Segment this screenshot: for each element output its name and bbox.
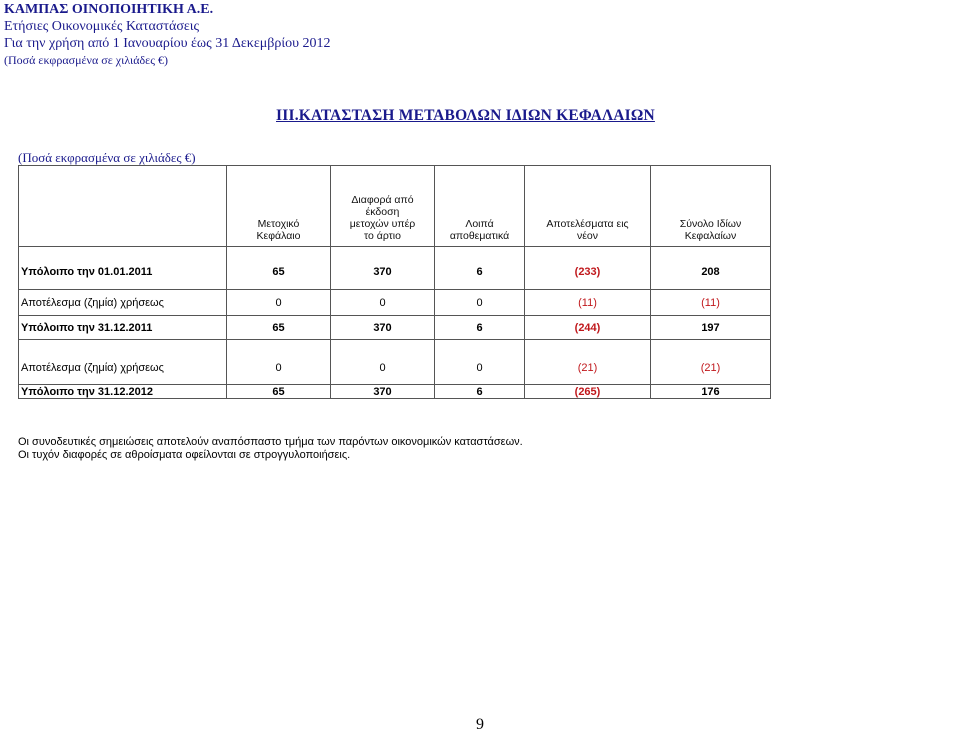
cell-share-capital: 0 [227,340,331,385]
document-header [4,2,331,68]
cell-retained-earnings: (244) [525,316,651,340]
cell-share-premium: 370 [331,247,435,290]
cell-total-equity: 176 [651,385,771,399]
col-share-premium: Διαφορά από έκδοση μετοχών υπέρ το άρτιο [331,166,435,247]
cell-share-premium: 0 [331,340,435,385]
header-amounts-note: (Ποσά εκφρασμένα σε χιλιάδες €) [4,53,168,67]
cell-other-reserves: 6 [435,247,525,290]
table-header-row [19,166,771,247]
col-other-reserves: Λοιπά αποθεματικά [435,166,525,247]
table-row [19,385,771,399]
cell-share-capital: 65 [227,316,331,340]
row-label: Υπόλοιπο την 31.12.2011 [19,316,227,340]
table-row [19,247,771,290]
cell-share-capital: 0 [227,290,331,316]
cell-total-equity: 208 [651,247,771,290]
cell-share-premium: 370 [331,385,435,399]
statement-title: III.ΚΑΤΑΣΤΑΣΗ ΜΕΤΑΒΟΛΩΝ ΙΔΙΩΝ ΚΕΦΑΛΑΙΩΝ [276,107,655,124]
cell-share-capital: 65 [227,385,331,399]
cell-other-reserves: 0 [435,340,525,385]
cell-share-premium: 370 [331,316,435,340]
table-row [19,316,771,340]
footnote-notes: Οι συνοδευτικές σημειώσεις αποτελούν αναπόσπαστο τμήμα των παρόντων οικονομικών καταστάσεων. [18,436,523,448]
report-subtitle: Ετήσιες Οικονομικές Καταστάσεις [4,19,200,34]
cell-total-equity: (11) [651,290,771,316]
cell-retained-earnings: (265) [525,385,651,399]
table-amounts-note: (Ποσά εκφρασμένα σε χιλιάδες €) [18,150,196,165]
reporting-period: Για την χρήση από 1 Ιανουαρίου έως 31 Δεκεμβρίου 2012 [4,36,331,51]
footnote-rounding: Οι τυχόν διαφορές σε αθροίσματα οφείλονται σε στρογγυλοποιήσεις. [18,449,351,461]
row-label: Υπόλοιπο την 01.01.2011 [19,247,227,290]
table-row [19,340,771,385]
cell-other-reserves: 0 [435,290,525,316]
cell-retained-earnings: (233) [525,247,651,290]
header-blank-cell [19,166,227,247]
cell-share-capital: 65 [227,247,331,290]
company-name: ΚΑΜΠΑΣ ΟΙΝΟΠΟΙΗΤΙΚΗ Α.Ε. [4,2,214,17]
cell-other-reserves: 6 [435,316,525,340]
cell-retained-earnings: (21) [525,340,651,385]
cell-other-reserves: 6 [435,385,525,399]
table-row [19,290,771,316]
cell-total-equity: 197 [651,316,771,340]
row-label: Αποτέλεσμα (ζημία) χρήσεως [19,340,227,385]
page-number: 9 [476,716,484,733]
col-share-capital: Μετοχικό Κεφάλαιο [227,166,331,247]
row-label: Υπόλοιπο την 31.12.2012 [19,385,227,399]
col-total-equity: Σύνολο Ιδίων Κεφαλαίων [651,166,771,247]
row-label: Αποτέλεσμα (ζημία) χρήσεως [19,290,227,316]
cell-total-equity: (21) [651,340,771,385]
footnotes [18,436,523,462]
cell-retained-earnings: (11) [525,290,651,316]
equity-changes-table [18,165,771,399]
col-retained-earnings: Αποτελέσματα εις νέον [525,166,651,247]
cell-share-premium: 0 [331,290,435,316]
